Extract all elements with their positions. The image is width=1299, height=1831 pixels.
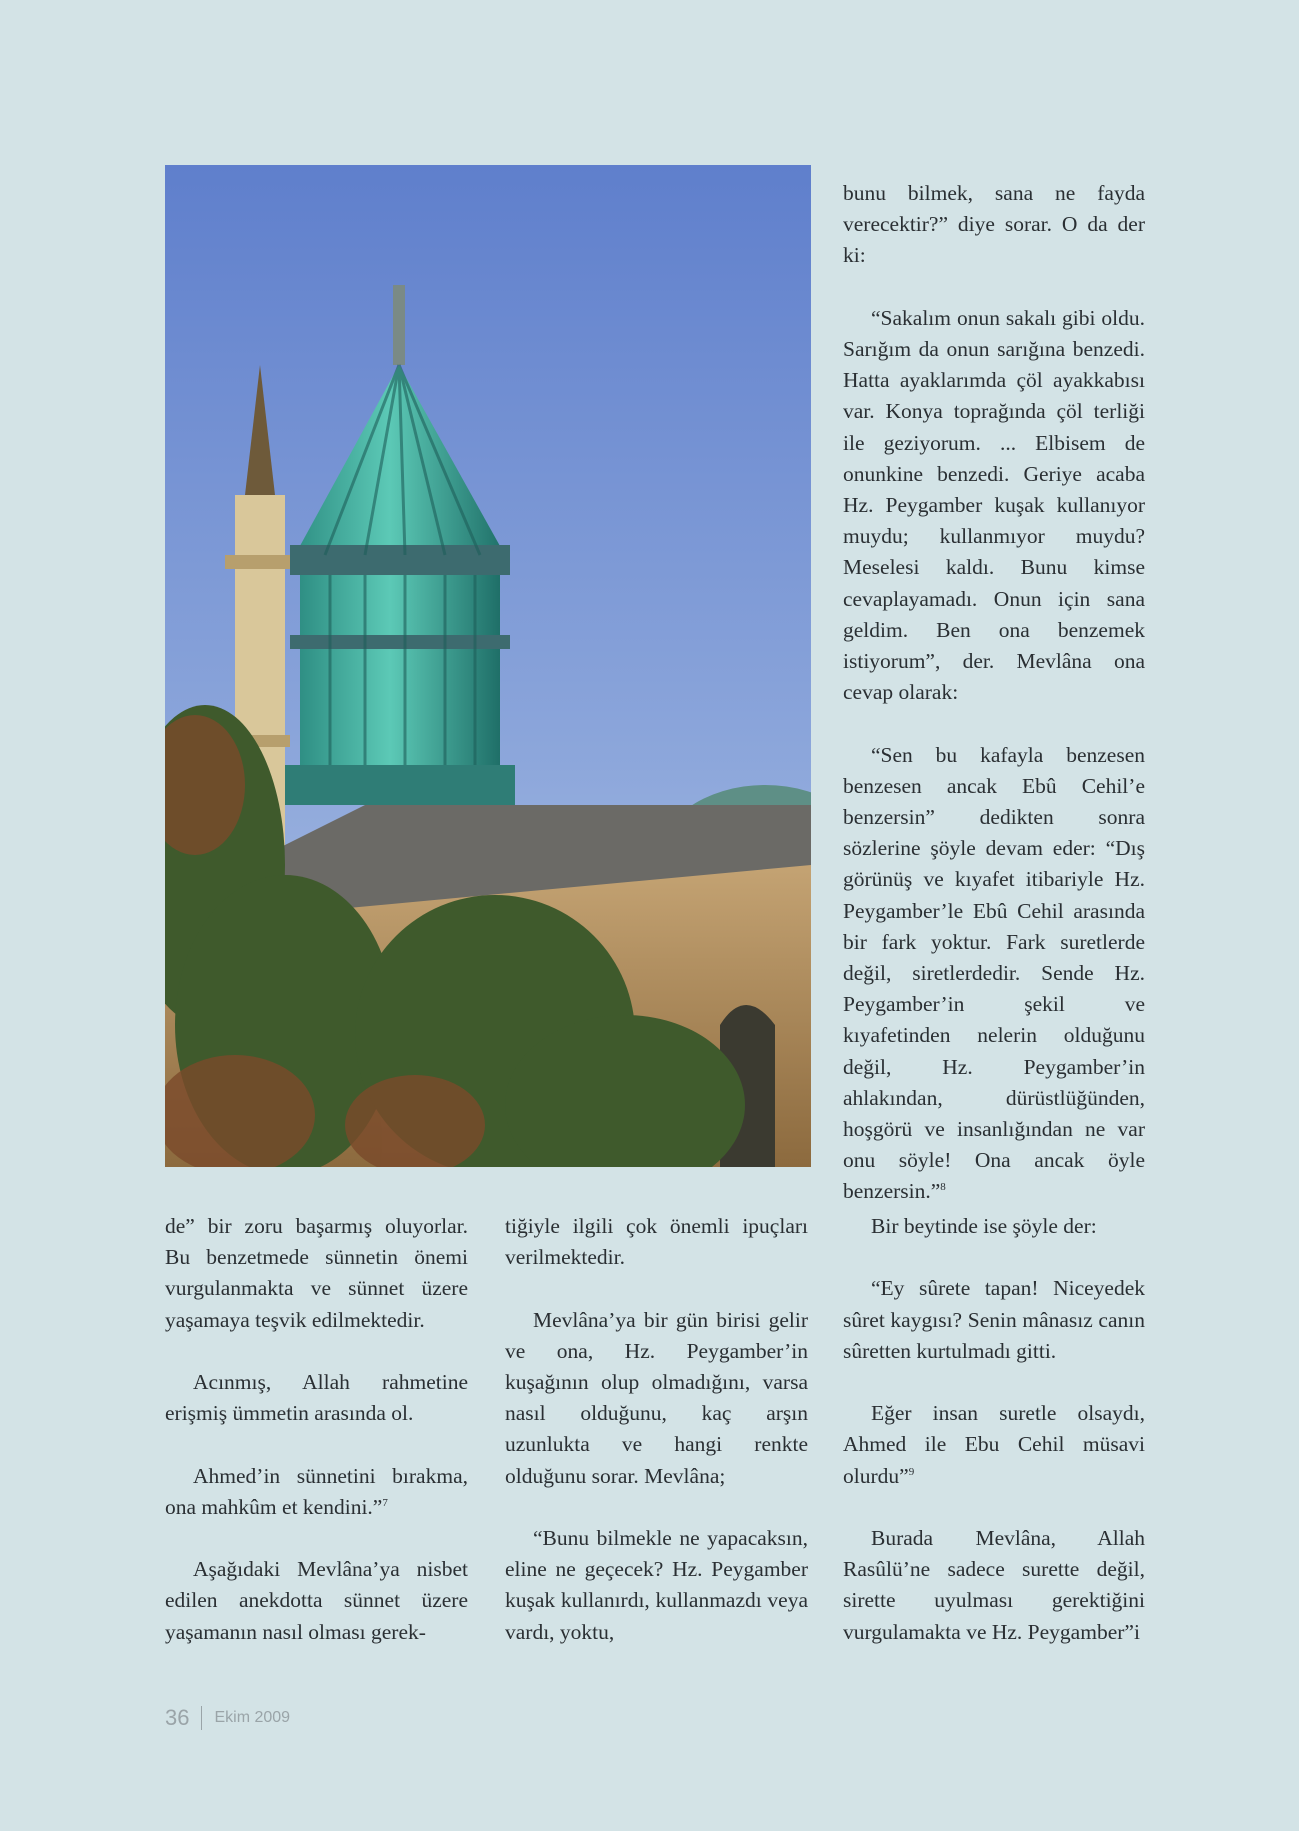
paragraph: Aşağıdaki Mevlâna’ya nisbet edilen anekdotta sünnet üzere yaşamanın nasıl olması gerek- xyxy=(165,1557,468,1644)
paragraph: “Bunu bilmekle ne yapacaksın, eline ne geçecek? Hz. Peygamber kuşak kullanırdı, kullanmazdı veya vardı, yoktu, xyxy=(505,1526,808,1644)
paragraph: Mevlâna’ya bir gün birisi gelir ve ona, Hz. Peygamber’in kuşağının olup olmadığını, varsa nasıl olduğunu, kaç arşın uzunlukta ve hangi renkte olduğunu sorar. Mevlâna; xyxy=(505,1307,808,1488)
footnote-marker: 8 xyxy=(940,1181,946,1194)
green-dome-mosque-illustration xyxy=(165,165,811,1167)
paragraph xyxy=(165,1461,468,1523)
paragraph: bunu bilmek, sana ne fayda verecektir?” diye sorar. O da der ki: xyxy=(843,181,1145,268)
paragraph-text: Ahmed’in sünnetini bırakma, ona mahkûm et kendini.” xyxy=(165,1463,468,1519)
page-footer xyxy=(165,1705,290,1731)
paragraph: tiğiyle ilgili çok önemli ipuçları verilmektedir. xyxy=(505,1214,808,1270)
paragraph: Burada Mevlâna, Allah Rasûlü’ne sadece surette değil, sirette uyulması gerektiğini vurgulamakta ve Hz. Peygamber”i xyxy=(843,1525,1145,1644)
footnote-marker: 9 xyxy=(908,1465,915,1478)
paragraph: “Ey sûrete tapan! Niceyedek sûret kaygısı? Senin mânasız canın sûretten kurtulmadı gitti. xyxy=(843,1276,1145,1363)
column-bottom-3 xyxy=(843,1211,1145,1648)
paragraph: de” bir zoru başarmış oluyorlar. Bu benzetmede sünnetin önemi vurgulanmakta ve sünnet üzere yaşamaya teşvik edilmektedir. xyxy=(165,1214,468,1332)
paragraph xyxy=(843,1398,1145,1492)
mosque-photo xyxy=(165,165,811,1167)
column-top-right xyxy=(843,178,1145,1208)
paragraph-text: Eğer insan suretle olsaydı, Ahmed ile Ebu Cehil müsavi olurdu” xyxy=(843,1401,1145,1488)
column-bottom-1 xyxy=(165,1211,468,1648)
paragraph: Bir beytinde ise şöyle der: xyxy=(871,1214,1097,1238)
paragraph-text: “Sen bu kafayla benzesen benzesen ancak Ebû Cehil’e benzersin” dedikten sonra sözlerine şöyle devam eder: “Dış görünüş ve kıyafet itibariyle Hz. Peygamber’le Ebû Cehil arasında bir fark yoktur. Fark suretlerde değil, siretlerdedir. Sende Hz. Peygamber’in şekil ve kıyafetinden nelerin olduğunu değil, Hz. Peygamber’in ahlakından, dürüstlüğünden, hoşgörü ve insanlığından ne var onu söyle! Ona ancak öyle benzersin.” xyxy=(843,742,1145,1204)
page-number: 36 xyxy=(165,1705,190,1730)
paragraph: “Sakalım onun sakalı gibi oldu. Sarığım da onun sarığına benzedi. Hatta ayaklarımda çöl ayakkabısı var. Konya toprağında çöl terliği ile geziyorum. ... Elbisem de onunkine benzedi. Geriye acaba Hz. Peygamber kuşak kullanıyor muydu; kullanmıyor muydu? Meselesi kaldı. Bunu kimse cevaplayamadı. Onun için sana geldim. Ben ona benzemek istiyorum”, der. Mevlâna ona cevap olarak: xyxy=(843,305,1145,705)
issue-date: Ekim 2009 xyxy=(214,1709,291,1726)
column-bottom-2 xyxy=(505,1211,808,1648)
paragraph xyxy=(843,740,1145,1208)
footer-divider xyxy=(201,1706,202,1730)
footnote-marker: 7 xyxy=(382,1496,388,1509)
paragraph: Acınmış, Allah rahmetine erişmiş ümmetin arasında ol. xyxy=(165,1370,468,1426)
